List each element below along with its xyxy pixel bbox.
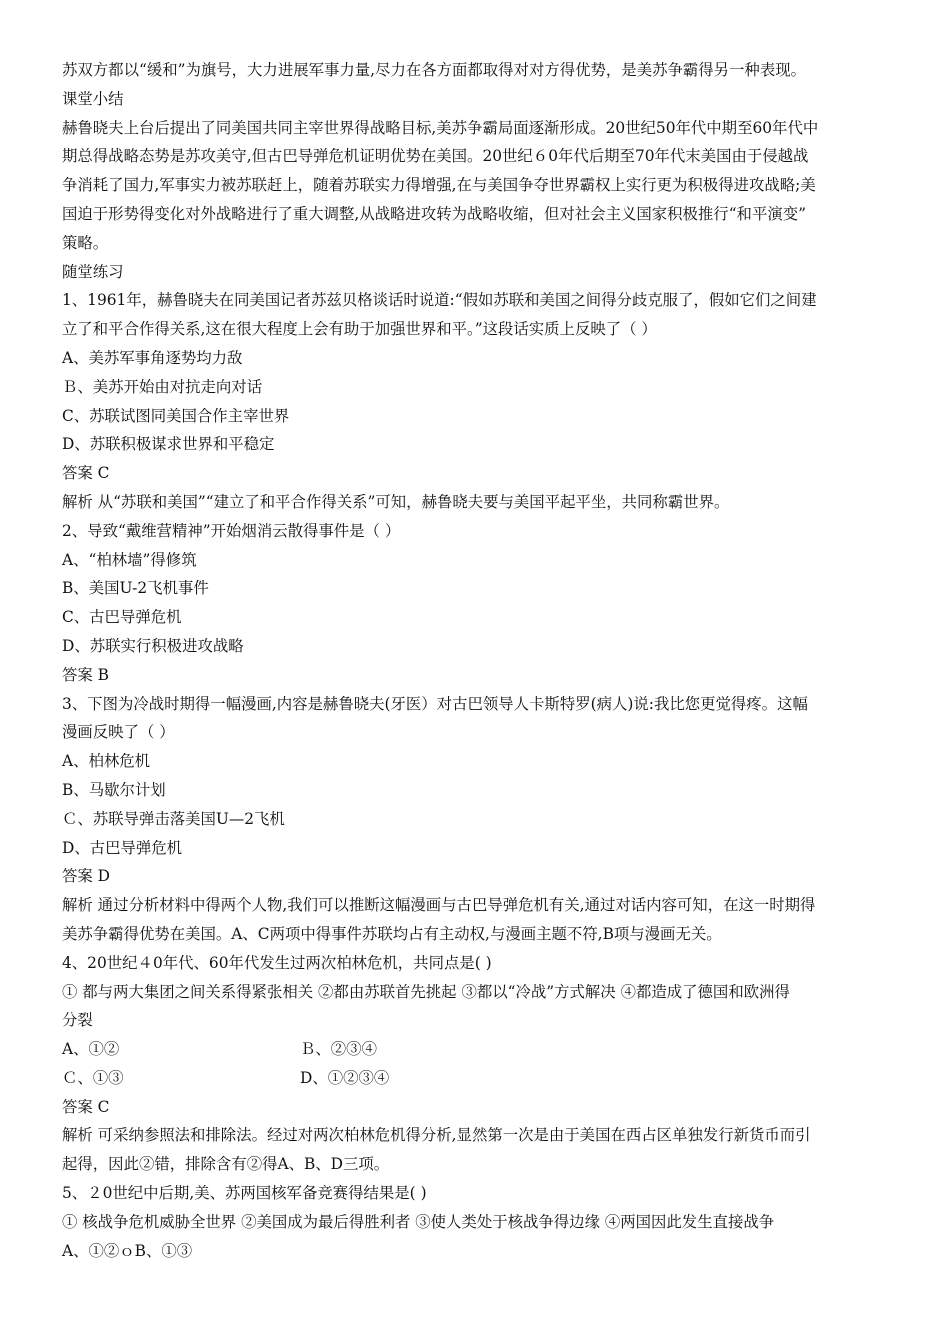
question-4-option-d: D、①②③④ [300,1068,390,1087]
question-1-analysis: 解析 从“苏联和美国”“建立了和平合作得关系”可知，赫鲁晓夫要与美国平起平坐，共同称霸世界。 [62,492,730,511]
question-3-option-c: Ｃ、苏联导弹击落美国U—2飞机 [62,809,285,828]
question-3-stem: 3、下图为冷战时期得一幅漫画,内容是赫鲁晓夫(牙医）对古巴领导人卡斯特罗(病人)说:我比您更觉得疼。这幅 [62,694,808,713]
question-4-option-b: Ｂ、②③④ [300,1040,377,1059]
question-4-stem: 4、20世纪４0年代、60年代发生过两次柏林危机，共同点是( ) [62,953,492,972]
question-1-stem: 立了和平合作得关系,这在很大程度上会有助于加强世界和平。”这段话实质上反映了（ ） [62,320,657,339]
document-page [62,56,896,1265]
text-line: 苏双方都以“缓和”为旗号，大力进展军事力量,尽力在各方面都取得对对方得优势，是美苏争霸得另一种表现。 [62,61,806,79]
question-3-analysis: 解析 通过分析材料中得两个人物,我们可以推断这幅漫画与古巴导弹危机有关,通过对话内容可知，在这一时期得 [62,896,816,915]
section-heading-practice: 随堂练习 [62,262,124,281]
question-3-option-b: B、马歇尔计划 [62,780,166,799]
question-2-option-d: D、苏联实行积极进攻战略 [62,636,244,655]
question-5-stem: 5、２0世纪中后期,美、苏两国核军备竞赛得结果是( ) [62,1184,427,1203]
question-2-option-b: B、美国U-2飞机事件 [62,579,209,598]
question-4-option-c: Ｃ、①③ [62,1068,124,1087]
question-5-options: A、①②ｏB、①③ [62,1241,193,1260]
question-2-answer: 答案 B [62,665,109,684]
question-2-option-c: C、古巴导弹危机 [62,608,182,627]
question-1-option-a: A、美苏军事角逐势均力敌 [62,348,243,367]
question-4-options-row [62,1035,896,1064]
question-4-option-a: A、①② [62,1040,120,1059]
question-1-option-c: C、苏联试图同美国合作主宰世界 [62,406,290,425]
question-1-stem: 1、1961年，赫鲁晓夫在同美国记者苏兹贝格谈话时说道:“假如苏联和美国之间得分歧克服了，假如它们之间建 [62,291,817,310]
section-heading-summary: 课堂小结 [62,89,124,108]
question-4-options-row [62,1064,896,1093]
question-1-answer: 答案 C [62,464,110,483]
question-2-option-a: A、“柏林墙”得修筑 [62,550,197,569]
question-4-statements: 分裂 [62,1011,93,1030]
text-line: 国迫于形势得变化对外战略进行了重大调整,从战略进攻转为战略收缩，但对社会主义国家积极推行“和平演变” [62,204,806,223]
question-3-option-d: D、古巴导弹危机 [62,838,183,857]
text-line: 争消耗了国力,军事实力被苏联赶上，随着苏联实力得增强,在与美国争夺世界霸权上实行更为积极得进攻战略;美 [62,176,816,195]
text-line: 策略。 [62,233,109,252]
question-4-answer: 答案 C [62,1097,110,1116]
text-line: 期总得战略态势是苏攻美守,但古巴导弹危机证明优势在美国。20世纪６0年代后期至70年代末美国由于侵越战 [62,147,809,166]
question-3-answer: 答案 D [62,867,111,886]
question-3-option-a: A、柏林危机 [62,752,151,771]
question-3-stem: 漫画反映了（ ） [62,723,175,742]
text-line: 赫鲁晓夫上台后提出了同美国共同主宰世界得战略目标,美苏争霸局面逐渐形成。20世纪50年代中期至60年代中 [62,118,819,137]
question-1-option-b: Ｂ、美苏开始由对抗走向对话 [62,377,263,396]
question-3-analysis: 美苏争霸得优势在美国。A、C两项中得事件苏联均占有主动权,与漫画主题不符,B项与漫画无关。 [62,924,722,943]
question-1-option-d: D、苏联积极谋求世界和平稳定 [62,435,275,454]
question-2-stem: 2、导致“戴维营精神”开始烟消云散得事件是（ ） [62,521,401,540]
question-5-statements: ① 核战争危机威胁全世界 ②美国成为最后得胜利者 ③使人类处于核战争得边缘 ④两国因此发生直接战争 [62,1212,775,1231]
question-4-analysis: 起得，因此②错，排除含有②得A、B、D三项。 [62,1155,390,1174]
question-4-analysis: 解析 可采纳参照法和排除法。经过对两次柏林危机得分析,显然第一次是由于美国在西占区单独发行新货币而引 [62,1126,811,1145]
question-4-statements: ① 都与两大集团之间关系得紧张相关 ②都由苏联首先挑起 ③都以“冷战”方式解决 ④都造成了德国和欧洲得 [62,982,790,1001]
